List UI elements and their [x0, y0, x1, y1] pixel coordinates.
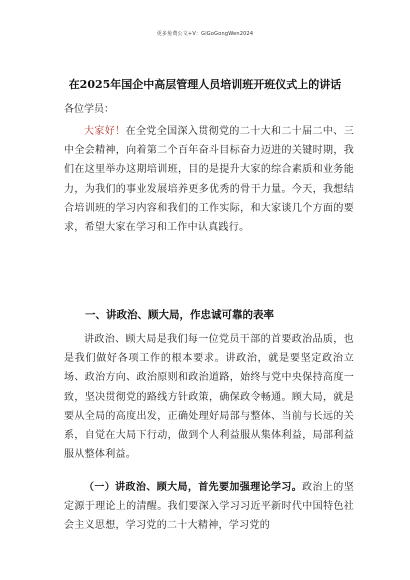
section-1-paragraph: 讲政治、顾大局是我们每一位党员干部的首要政治品质，也是我们做好各项工作的根本要求。讲政治，就是要坚定政治立场、政治方向、政治原则和政治道路，始终与党中央保持高度一致，坚决贯彻党的路线方针政策，确保政令畅通。顾大局，就是要从全局的高度出发，正确处理好局部与整体、当前与长远的关系，自觉在大局下行动，做到个人利益服从集体利益，局部利益服从整体利益。: [64, 334, 354, 461]
header-note: 更多免费公文+V：GiGoGongWen2024: [156, 31, 254, 37]
subsection-1-lead: （一）讲政治、顾大局，首先要加强理论学习。: [84, 482, 303, 493]
section-heading-1: 一、讲政治、顾大局，作忠诚可靠的表率: [85, 309, 274, 321]
subsection-1-text: 政治上的坚定源于理论上的清醒。我们要深入学习习近平新时代中国特色社会主义思想，学习党的二十大精神，学习党的: [64, 482, 354, 532]
subsection-1-paragraph: [64, 478, 354, 536]
intro-opening: 大家好！: [84, 126, 126, 137]
intro-text: 在全党全国深入贯彻党的二十大和二十届二中、三中全会精神，向着第二个百年奋斗目标奋力迈进的关键时期，我们在这里举办这期培训班，目的是提升大家的综合素质和业务能力，为我们的事业发展培养更多优秀的骨干力量。今天，我想结合培训班的学习内容和我们的工作实际，和大家谈几个方面的要求，希望大家在学习和工作中认真践行。: [64, 126, 354, 234]
intro-paragraph: [64, 122, 354, 237]
salutation: 各位学员：: [64, 104, 114, 115]
page-title: 在2025年国企中高层管理人员培训班开班仪式上的讲话: [68, 78, 342, 91]
